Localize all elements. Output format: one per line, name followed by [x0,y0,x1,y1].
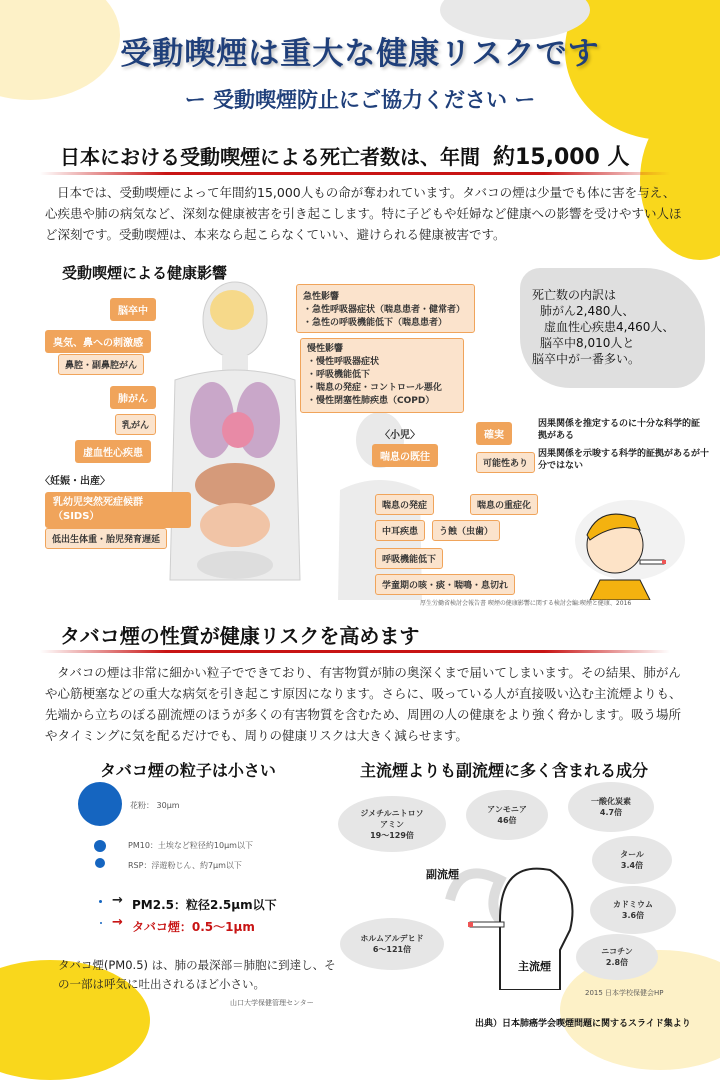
cloud-carbon-monoxide [568,782,654,832]
particles-note: タバコ煙(PM0.5) は、肺の最深部＝肺胞に到達し、その一部は呼気に吐出されるほど小さい。 [58,958,336,991]
section2-underline [40,650,670,653]
section2-paragraph: タバコの煙は非常に細かい粒子でできており、有害物質が肺の奥深くまで届いてしまいます。その結果、肺がんや心筋梗塞などの重大な病気を引き起こす原因になります。さらに、吸っている人が直接吸い込む主流煙よりも、先端から立ちのぼる副流煙のほうが多くの有害物質を含むため、周囲の人の健康をより強く脅かします。吸う場所やタイミングに気を配るだけでも、周りの健康リスクは大きく減らせます。 [45,665,682,743]
effect-label-lung-cancer: 肺がん [110,386,156,409]
cloud-name: アンモニア [487,805,527,814]
side-smoke-label: 副流煙 [426,868,459,881]
cloud-value: 4.7倍 [599,808,623,817]
components-heading: 主流煙よりも副流煙に多く含まれる成分 [360,761,649,780]
effect-label-stroke: 脳卒中 [110,298,156,321]
cloud-formaldehyde [340,918,444,970]
footer-source: 出典）日本肺癌学会喫煙問題に関するスライド集より [475,1019,691,1029]
pm25-dot [99,900,102,903]
child-label: 〈小児〉 [380,430,420,441]
death-breakdown [532,287,674,367]
child-caries: う蝕（虫歯） [432,520,500,541]
legend-tag-certain: 確実 [476,422,512,445]
body-illustration [150,280,320,600]
child-asthma-severity: 喘息の重症化 [470,494,538,515]
effect-label-nasal-cancer: 鼻腔・副鼻腔がん [58,354,144,375]
death-line-4: 脳卒中8,010人と [540,336,635,350]
death-line-1: 死亡数の内訳は [532,288,617,302]
pollen-label: 花粉： 30μm [130,801,180,810]
chronic-effects-box [300,338,464,413]
child-lung-function: 呼吸機能低下 [375,548,443,569]
chronic-item-2: ・呼吸機能低下 [307,370,371,380]
page-subtitle: ー 受動喫煙防止にご協力ください ー [184,88,536,112]
section1-heading-prefix: 日本における受動喫煙による死亡者数は、年間 [60,145,480,169]
section2-heading: タバコ煙の性質が健康リスクを高めます [60,624,420,648]
pollen-circle [78,782,122,826]
death-line-5: 脳卒中が一番多い。 [532,352,641,366]
pm10-label: PM10：土埃など粒径約10μm以下 [128,841,253,850]
pregnancy-sids: 乳幼児突然死症候群（SIDS） [45,492,191,528]
cloud-value: 19〜129倍 [370,830,414,840]
chronic-item-1: ・慢性呼吸器症状 [307,357,380,367]
particles-heading: タバコ煙の粒子は小さい [100,761,276,780]
legend-desc-possible: 因果関係を示唆する科学的証拠があるが十分ではない [538,449,710,471]
section1-paragraph: 日本では、受動喫煙によって年間約15,000人もの命が奪われています。タバコの煙は少量でも体に害を与え、心疾患や肺の病気など、深刻な健康被害を引き起こします。特に子どもや妊婦など健康への影響を受けやすい人ほど深刻です。受動喫煙は、本来なら起こらなくていい、避けられる健康被害です。 [45,185,682,242]
smoke-dot [100,922,102,924]
chronic-item-4: ・慢性閉塞性肺疾患（COPD） [307,396,435,406]
rsp-label: RSP：浮遊粉じん、約7μm以下 [128,861,242,870]
pregnancy-label: 〈妊娠・出産〉 [40,476,110,487]
cloud-value: 2.8倍 [605,958,629,967]
cloud-name: ニコチン [601,947,633,956]
cloud-name: カドミウム [613,900,653,909]
cloud-name: ホルムアルデヒド [360,934,424,943]
effect-label-odor: 臭気、鼻への刺激感 [45,330,151,353]
components-source: 2015 日本学校保健会HP [585,989,664,997]
child-ear-disease: 中耳疾患 [375,520,425,541]
acute-effects-box [296,284,475,333]
effects-source: 厚生労働省検討会報告書 喫煙の健康影響に関する検討会編:喫煙と健康、2016 [420,600,632,607]
section1-underline [40,172,670,175]
effects-heading: 受動喫煙による健康影響 [62,264,228,282]
cloud-value: 3.4倍 [620,861,644,870]
acute-title: 急性影響 [303,292,340,302]
effect-label-ischemic: 虚血性心疾患 [75,440,151,463]
death-line-2: 肺がん2,480人、 [540,304,635,318]
legend-desc-certain: 因果関係を推定するのに十分な科学的証拠がある [538,419,701,441]
particles-source: 山口大学保健管理センター [230,999,314,1007]
child-asthma-history: 喘息の既往 [372,444,438,467]
child-asthma-onset: 喘息の発症 [375,494,434,515]
smoking-boy-illustration [560,490,700,600]
cloud-name: タール [620,850,644,859]
smoke-arrow: → [112,915,123,930]
cloud-dimethylnitrosamine [338,796,446,852]
pm25-label: PM2.5：粒径2.5μm以下 [132,898,277,912]
legend-tag-possible: 可能性あり [476,452,535,473]
section1-heading [60,140,630,171]
acute-item-1: ・急性呼吸器症状（喘息患者・健常者） [303,305,466,315]
cloud-tar [592,836,672,884]
chronic-title: 慢性影響 [307,344,344,354]
cloud-nicotine [576,934,658,980]
death-line-3: 虚血性心疾患4,460人、 [544,320,675,334]
smoker-profile-illustration [440,840,580,990]
cloud-value: 6〜121倍 [372,945,412,954]
child-cough: 学童期の咳・痰・喘鳴・息切れ [375,574,515,595]
section1-heading-value: 約15,000 人 [492,145,630,170]
cloud-cadmium [590,886,676,934]
smoke-particle-label: タバコ煙：0.5〜1μm [132,920,255,934]
cloud-value: 3.6倍 [621,911,645,920]
pm10-circle [94,840,106,852]
main-smoke-label: 主流煙 [518,960,551,973]
rsp-circle [95,858,105,868]
cloud-ammonia [466,790,548,840]
cloud-value: 46倍 [497,816,517,825]
effect-label-breast-cancer: 乳がん [115,414,156,435]
acute-item-2: ・急性の呼吸機能低下（喘息患者） [303,318,448,328]
page-title: 受動喫煙は重大な健康リスクです [120,36,600,72]
pm25-arrow: → [112,893,123,908]
pregnancy-low-birth-weight: 低出生体重・胎児発育遅延 [45,528,167,549]
chronic-item-3: ・喘息の発症・コントロール悪化 [307,383,442,393]
cloud-name: 一酸化炭素 [591,797,631,806]
cloud-name: ジメチルニトロソアミン [360,808,424,829]
